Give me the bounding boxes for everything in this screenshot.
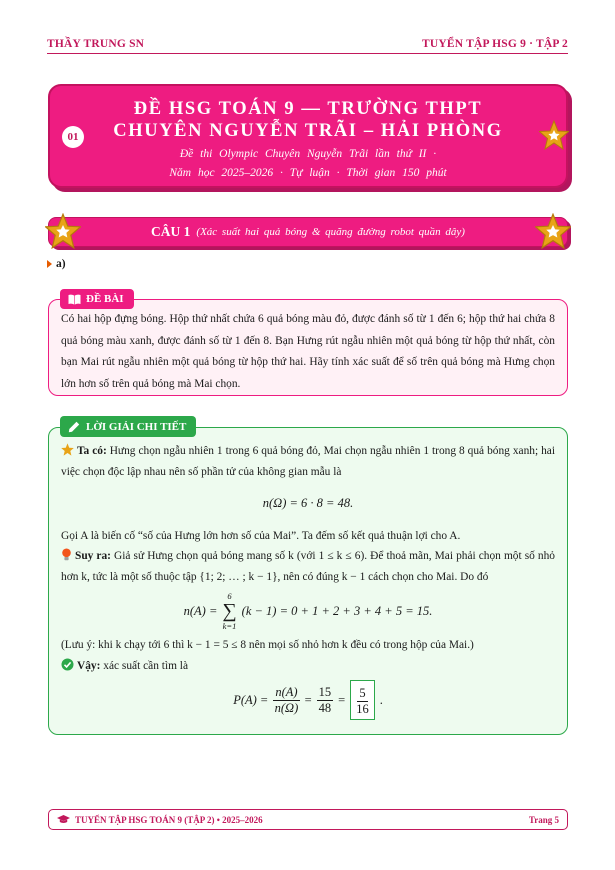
triangle-bullet-icon bbox=[47, 260, 52, 268]
question-description: (Xác suất hai quả bóng & quãng đường robot quần dây) bbox=[196, 226, 465, 238]
sum-upper-limit: 6 bbox=[227, 591, 232, 601]
running-header bbox=[47, 36, 568, 54]
fraction-numerator: 15 bbox=[318, 684, 332, 699]
sigma-glyph: ∑ bbox=[222, 600, 237, 622]
eq2-right: (k − 1) = 0 + 1 + 2 + 3 + 4 + 5 = 15. bbox=[241, 603, 433, 618]
solution-lead-3: Suy ra: bbox=[75, 550, 111, 562]
pen-icon bbox=[68, 421, 80, 433]
lightbulb-icon bbox=[61, 548, 72, 561]
sum-lower-limit: k=1 bbox=[222, 621, 237, 631]
page-number: Trang 5 bbox=[528, 814, 559, 825]
solution-text-1: Hưng chọn ngẫu nhiên 1 trong 6 quả bóng đỏ, Mai chọn ngẫu nhiên 1 trong 8 quả bóng xanh; hai việc chọn độc lập nhau nên số phần tử của không gian mẫu là bbox=[61, 445, 555, 478]
fraction-15-48 bbox=[317, 685, 334, 716]
equation-sample-space: n(Ω) = 6 · 8 = 48. bbox=[262, 496, 354, 510]
question-bar bbox=[48, 217, 568, 247]
exam-subtitle-line2: Năm học 2025–2026 · Tự luận · Thời gian 150 phút bbox=[169, 167, 447, 179]
footer-series: TUYỂN TẬP HSG TOÁN 9 (TẬP 2) • 2025–2026 bbox=[75, 814, 263, 825]
fraction-denominator: n(Ω) bbox=[274, 700, 299, 715]
fraction-nA-nOmega bbox=[273, 685, 299, 716]
solution-note: (Lưu ý: khi k chạy tới 6 thì k − 1 = 5 ≤ 8 nên mọi số nhỏ hơn k đều có trong hộp của Mai.) bbox=[61, 639, 474, 651]
solution-paragraph-1 bbox=[61, 441, 555, 482]
star-icon bbox=[45, 213, 81, 249]
solution-tag-label: LỜI GIẢI CHI TIẾT bbox=[86, 420, 187, 433]
page-footer bbox=[48, 809, 568, 830]
solution-paragraph-3 bbox=[61, 546, 555, 587]
exam-number-badge: 01 bbox=[62, 126, 84, 148]
problem-box bbox=[48, 299, 568, 396]
solution-box bbox=[48, 427, 568, 735]
solution-lead-4: Vậy: bbox=[77, 659, 101, 672]
equation-probability bbox=[61, 680, 555, 720]
exam-subtitle-line1: Đề thi Olympic Chuyên Nguyễn Trãi lần thứ II · bbox=[179, 148, 437, 160]
equals-sign: = bbox=[338, 692, 346, 707]
equals-sign: = bbox=[304, 692, 312, 707]
fraction-5-16 bbox=[356, 686, 369, 717]
answer-box bbox=[350, 680, 375, 720]
solution-text-3: Giả sử Hưng chọn quả bóng mang số k (với 1 ≤ k ≤ 6). Để thoả mãn, Mai phải chọn một số nhỏ hơn k, tức là một số thuộc tập {1; 2; … ; k − 1}, nên có đúng k − 1 cách chọn cho Mai. Do đó bbox=[61, 550, 555, 583]
solution-lead-1: Ta có: bbox=[77, 445, 107, 457]
book-icon bbox=[68, 294, 81, 305]
graduation-cap-icon bbox=[57, 815, 70, 824]
problem-tag-label: ĐỀ BÀI bbox=[86, 293, 124, 305]
exam-title-line1: ĐỀ HSG TOÁN 9 — TRƯỜNG THPT bbox=[133, 99, 483, 119]
problem-text: Có hai hộp đựng bóng. Hộp thứ nhất chứa 6 quả bóng màu đỏ, được đánh số từ 1 đến 6; hộp thứ hai chứa 8 quả bóng màu xanh, được đánh số từ 1 đến 8. Bạn Hưng rút ngẫu nhiên một quả bóng từ hộp thứ nhất, còn bạn Mai rút ngẫu nhiên một quả bóng từ hộp thứ hai. Hãy tính xác suất để số trên quả bóng mà Hưng chọn lớn hơn số trên quả bóng mà Mai chọn. bbox=[61, 313, 555, 390]
fraction-denominator: 16 bbox=[356, 702, 369, 716]
check-circle-icon bbox=[61, 658, 74, 671]
solution-text-4: xác suất cần tìm là bbox=[100, 659, 189, 672]
eq2-left: n(A) = bbox=[183, 603, 218, 618]
header-series: TUYỂN TẬP HSG 9 · TẬP 2 bbox=[421, 38, 568, 50]
part-letter: a) bbox=[56, 258, 66, 270]
exam-title-line2: CHUYÊN NGUYỄN TRÃI – HẢI PHÒNG bbox=[113, 121, 503, 141]
problem-tag bbox=[60, 289, 134, 309]
summation-sign bbox=[222, 591, 236, 631]
fraction-denominator: 48 bbox=[318, 700, 332, 715]
period: . bbox=[379, 692, 383, 707]
equation-favorable-count bbox=[61, 591, 555, 631]
fraction-numerator: n(A) bbox=[275, 684, 298, 699]
footer-left bbox=[57, 815, 263, 825]
solution-paragraph-2: Gọi A là biến cố “số của Hưng lớn hơn số của Mai”. Ta đếm số kết quả thuận lợi cho A. bbox=[61, 529, 461, 542]
star-icon bbox=[535, 213, 571, 249]
question-label: CÂU 1 bbox=[151, 224, 191, 239]
header-author: THẦY TRUNG SN bbox=[47, 38, 145, 50]
part-label bbox=[47, 258, 66, 270]
solution-tag bbox=[60, 416, 196, 437]
eq3-left: P(A) = bbox=[233, 692, 269, 707]
solution-paragraph-4 bbox=[61, 656, 555, 677]
star-icon bbox=[61, 443, 74, 456]
fraction-numerator: 5 bbox=[359, 686, 366, 700]
title-box bbox=[48, 84, 568, 188]
star-icon bbox=[539, 120, 569, 150]
